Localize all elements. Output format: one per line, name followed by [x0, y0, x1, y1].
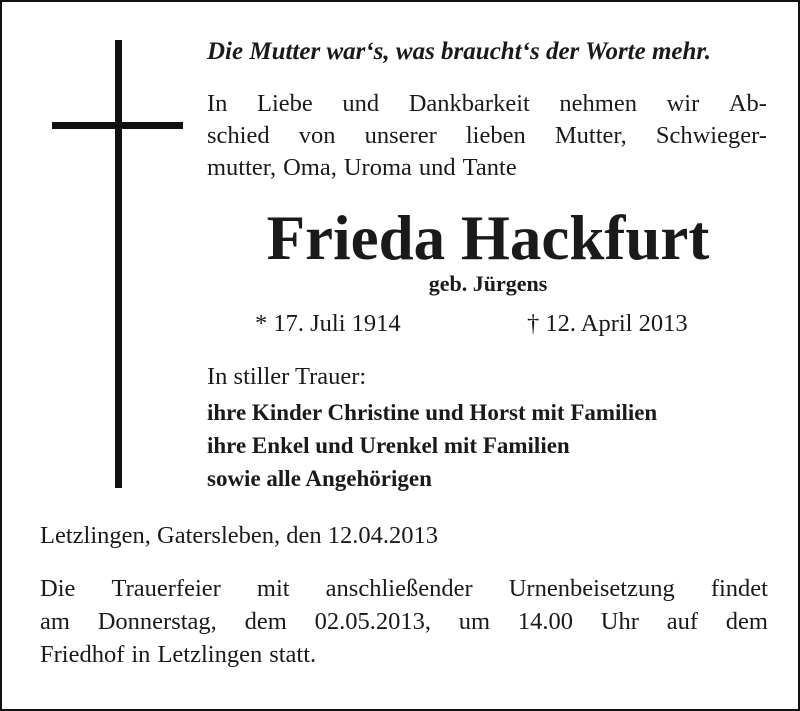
word: Uhr	[600, 608, 639, 635]
mourning-heading: In stiller Trauer:	[207, 363, 367, 390]
word: von	[298, 122, 336, 149]
word: Mutter,	[554, 122, 627, 149]
word: Letzlingen	[157, 641, 263, 668]
word: und	[418, 154, 456, 181]
funeral-notice	[40, 572, 768, 671]
word: Ab-	[728, 90, 767, 117]
word: in	[131, 641, 151, 668]
word: Oma,	[283, 154, 337, 181]
intro-text	[207, 88, 767, 184]
word: Dankbarkeit	[408, 90, 530, 117]
intro-line	[207, 152, 767, 184]
word: und	[342, 90, 380, 117]
word: Uroma	[343, 154, 412, 181]
word: mutter,	[207, 154, 277, 181]
mourner-line: ihre Kinder Christine und Horst mit Familien	[207, 400, 658, 425]
place-and-date: Letzlingen, Gatersleben, den 12.04.2013	[40, 522, 439, 549]
cross-icon-bar	[52, 122, 183, 129]
word: anschließender	[325, 575, 473, 602]
word: findet	[710, 575, 768, 602]
motto-quote: Die Mutter war‘s, was braucht‘s der Worte mehr.	[207, 38, 712, 65]
death-date: † 12. April 2013	[527, 310, 688, 337]
mourner-line: ihre Enkel und Urenkel mit Familien	[207, 433, 570, 458]
notice-line	[40, 638, 768, 671]
word: nehmen	[559, 90, 637, 117]
deceased-name: Frieda Hackfurt	[266, 203, 710, 273]
word: wir	[666, 90, 700, 117]
word: 02.05.2013,	[314, 608, 431, 635]
word: Friedhof	[40, 641, 125, 668]
word: schied	[207, 122, 270, 149]
word: unserer	[364, 122, 437, 149]
word: um	[458, 608, 491, 635]
notice-line	[40, 572, 768, 605]
notice-line	[40, 605, 768, 638]
word: 14.00	[517, 608, 573, 635]
word: auf	[666, 608, 698, 635]
word: dem	[244, 608, 287, 635]
word: lieben	[465, 122, 526, 149]
word: am	[40, 608, 70, 635]
birth-date: * 17. Juli 1914	[255, 310, 401, 337]
word: Liebe	[257, 90, 313, 117]
mourner-line: sowie alle Angehörigen	[207, 466, 432, 491]
word: Urnenbeisetzung	[508, 575, 675, 602]
word: dem	[725, 608, 768, 635]
word: Tante	[462, 154, 517, 181]
mourners-list	[207, 396, 657, 495]
word: Schwieger-	[655, 122, 767, 149]
word: mit	[256, 575, 290, 602]
intro-line	[207, 120, 767, 152]
intro-line	[207, 88, 767, 120]
cross-icon	[115, 40, 122, 488]
word: In	[207, 90, 228, 117]
word: statt.	[269, 641, 317, 668]
word: Trauerfeier	[111, 575, 221, 602]
word: Donnerstag,	[97, 608, 217, 635]
birth-name: geb. Jürgens	[428, 271, 548, 296]
word: Die	[40, 575, 76, 602]
